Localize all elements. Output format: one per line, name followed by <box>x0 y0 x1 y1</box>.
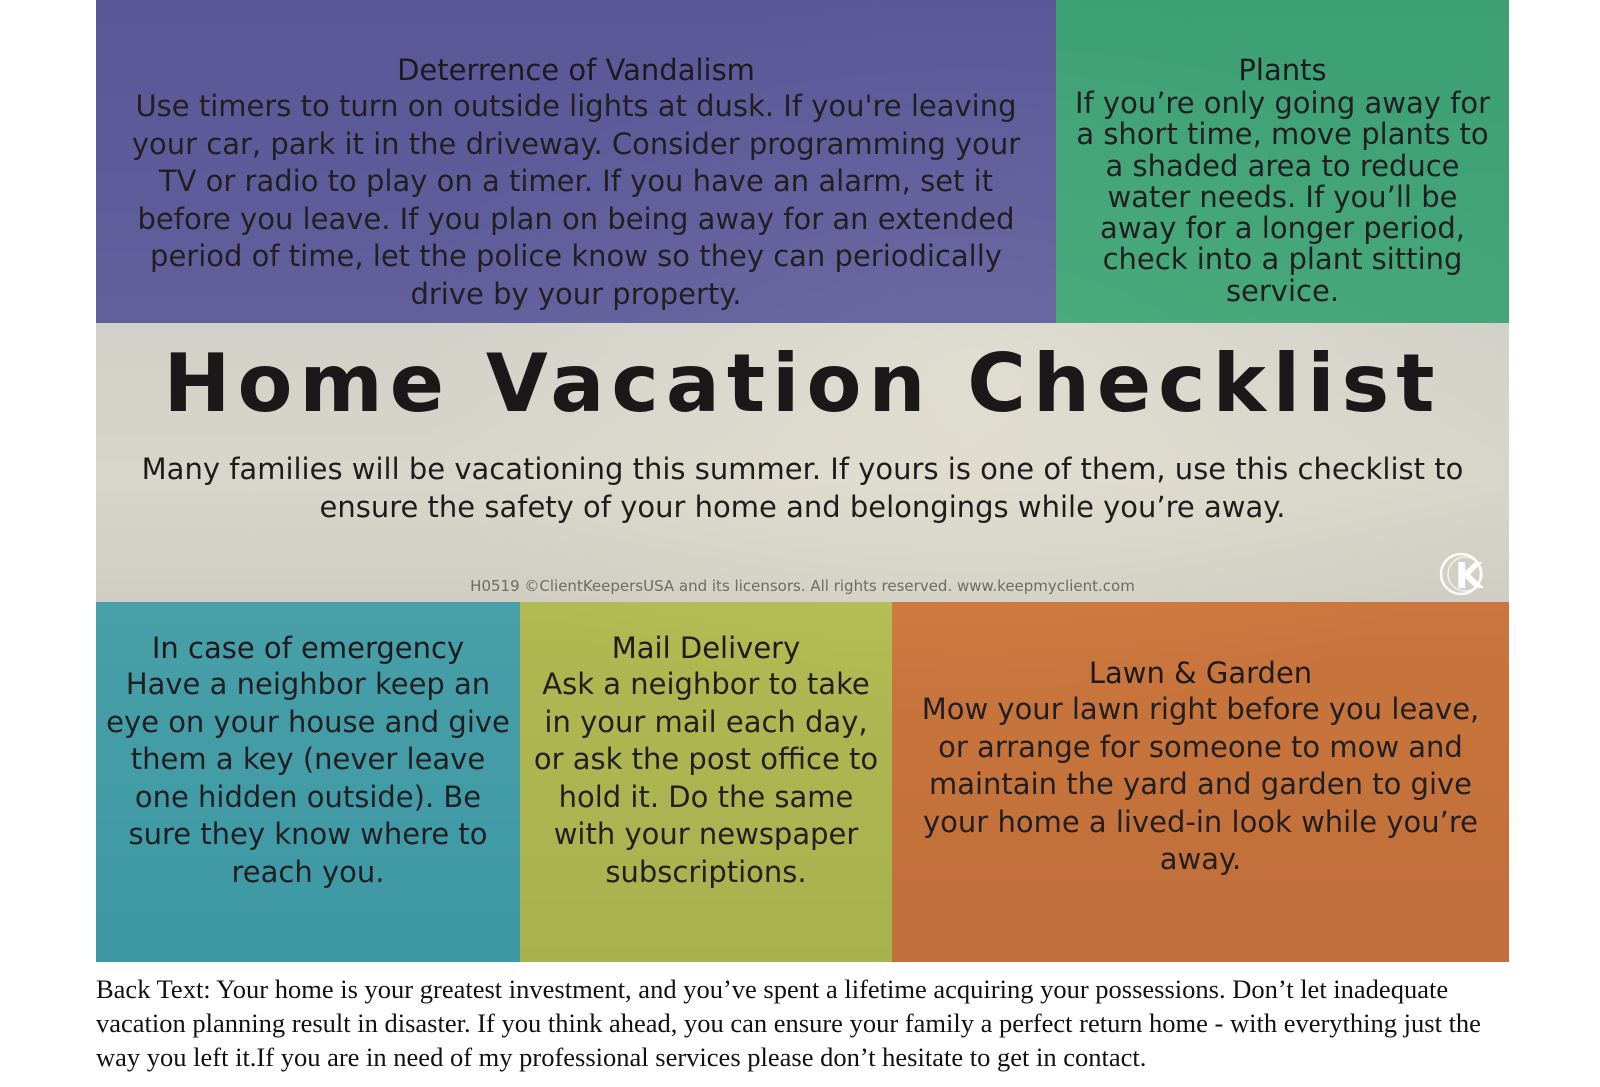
mail-panel <box>520 602 892 962</box>
vandalism-panel <box>96 0 1056 323</box>
mail-body: Ask a neighbor to take in your mail each day, or ask the post office to hold it. Do the same with your newspaper subscriptions. <box>533 667 879 889</box>
intro-text: Many families will be vacationing this summer. If yours is one of them, use this checklist to ensure the safety of your home and belongings while you’re away. <box>141 452 1464 524</box>
vandalism-body: Use timers to turn on outside lights at dusk. If you're leaving your car, park it in the driveway. Consider programming your TV or radio to play on a timer. If you have an alarm, set it before you leave. If you plan on being away for an extended period of time, let the police know so they can periodically drive by your property. <box>131 89 1021 311</box>
vandalism-title: Deterrence of Vandalism <box>397 53 755 87</box>
logo-letter: K <box>1455 556 1483 597</box>
back-text: Back Text: Your home is your greatest investment, and you’ve spent a lifetime acquiring your possessions. Don’t let inadequate vacation planning result in disaster. If you think ahead, you can ensure your family a perfect return home - with everything just the way you left it.If you are in need of my professional services please don’t hesitate to get in contact. <box>96 974 1481 1072</box>
mail-title: Mail Delivery <box>611 631 801 665</box>
copyright-text: H0519 ©ClientKeepersUSA and its licensors. All rights reserved. www.keepmyclient.com <box>470 577 1135 595</box>
emergency-panel <box>96 602 520 962</box>
lawn-body: Mow your lawn right before you leave, or arrange for someone to mow and maintain the yard and garden to give your home a lived-in look while you’re away. <box>921 692 1480 876</box>
plants-body: If you’re only going away for a short time, move plants to a shaded area to reduce water needs. If you’ll be away for a longer period, check into a plant sitting service. <box>1074 86 1491 308</box>
page-title: Home Vacation Checklist <box>163 337 1442 430</box>
checklist-card <box>96 0 1509 962</box>
title-band <box>96 323 1509 602</box>
plants-panel <box>1056 0 1509 323</box>
plants-title: Plants <box>1238 53 1327 87</box>
emergency-body: Have a neighbor keep an eye on your house and give them a key (never leave one hidden outside). Be sure they know where to reach you. <box>106 667 510 889</box>
lawn-title: Lawn & Garden <box>1088 656 1313 690</box>
lawn-panel <box>892 602 1509 962</box>
client-keepers-logo-icon <box>1439 549 1493 599</box>
emergency-title: In case of emergency <box>151 631 465 665</box>
